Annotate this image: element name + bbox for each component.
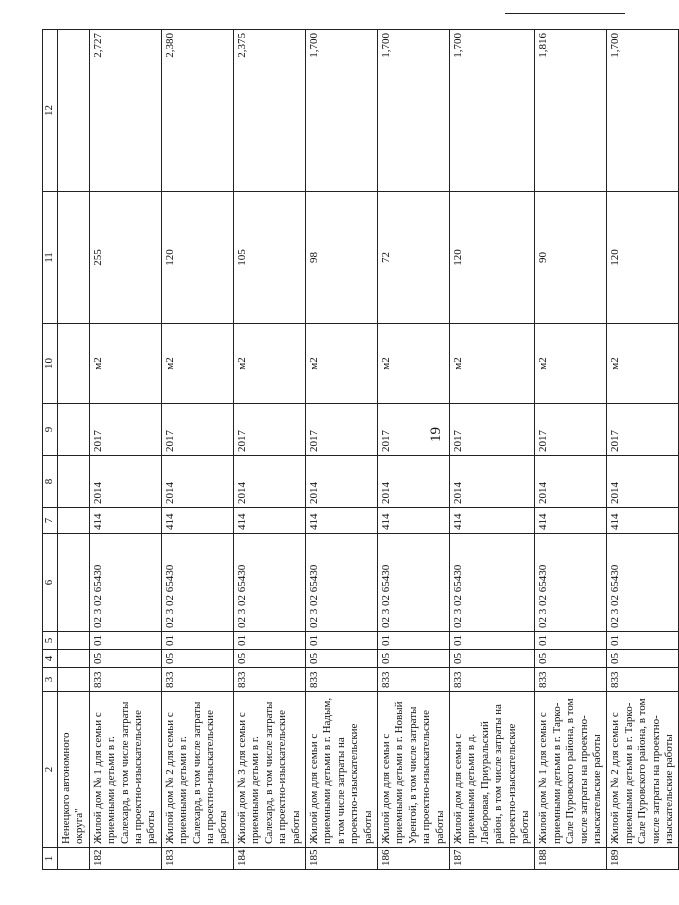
- code-section-cell: 05: [305, 650, 377, 668]
- capacity-cell: 90: [535, 192, 607, 324]
- end-year-cell: 2017: [89, 404, 161, 456]
- cost-cell: 1,700: [305, 30, 377, 192]
- column-header: 11: [43, 192, 58, 324]
- table-row: [305, 30, 377, 870]
- column-header: 8: [43, 456, 58, 508]
- continuation-empty-cell: [58, 534, 90, 632]
- code-section-cell: 05: [161, 650, 233, 668]
- object-name-cell: Жилой дом для семьи с приемными детьми в г. Надым, в том числе затраты на проектно-изыскательские работы: [305, 692, 377, 848]
- code-target-cell: 02 3 02 65430: [305, 534, 377, 632]
- code-subsection-cell: 01: [305, 632, 377, 650]
- column-header: 12: [43, 30, 58, 192]
- unit-cell: м2: [377, 324, 449, 404]
- code-grbs-cell: 833: [377, 668, 449, 692]
- table-row: [377, 30, 449, 870]
- table-row: [161, 30, 233, 870]
- code-grbs-cell: 833: [607, 668, 679, 692]
- column-header: 3: [43, 668, 58, 692]
- code-expense-cell: 414: [449, 508, 534, 534]
- code-section-cell: 05: [449, 650, 534, 668]
- code-subsection-cell: 01: [607, 632, 679, 650]
- code-subsection-cell: 01: [449, 632, 534, 650]
- continuation-empty-cell: [58, 324, 90, 404]
- code-expense-cell: 414: [161, 508, 233, 534]
- capacity-cell: 120: [607, 192, 679, 324]
- start-year-cell: 2014: [233, 456, 305, 508]
- table-row: [233, 30, 305, 870]
- row-number-cell: 186: [377, 848, 449, 870]
- unit-cell: м2: [449, 324, 534, 404]
- unit-cell: м2: [161, 324, 233, 404]
- column-header: 6: [43, 534, 58, 632]
- continuation-empty-cell: [58, 404, 90, 456]
- row-number-cell: 182: [89, 848, 161, 870]
- object-name-cell: Жилой дом № 2 для семьи с приемными детьми в г. Тарко-Сале Пуровского района, в том числе затраты на проектно-изыскательские работы: [607, 692, 679, 848]
- code-target-cell: 02 3 02 65430: [377, 534, 449, 632]
- capacity-cell: 255: [89, 192, 161, 324]
- code-grbs-cell: 833: [89, 668, 161, 692]
- continuation-empty-cell: [58, 508, 90, 534]
- continuation-empty-cell: [58, 848, 90, 870]
- code-expense-cell: 414: [607, 508, 679, 534]
- table-row: [535, 30, 607, 870]
- start-year-cell: 2014: [535, 456, 607, 508]
- page-number: 19: [428, 427, 444, 442]
- object-name-cell: Жилой дом № 2 для семьи с приемными детьми в г. Салехард, в том числе затраты на проектно-изыскательские работы: [161, 692, 233, 848]
- object-name-cell: Жилой дом для семьи с приемными детьми в д. Лаборовая, Приуральский район, в том числе затраты на проектно-изыскательские работы: [449, 692, 534, 848]
- start-year-cell: 2014: [161, 456, 233, 508]
- code-subsection-cell: 01: [377, 632, 449, 650]
- rotated-table-container: [42, 30, 676, 870]
- unit-cell: м2: [89, 324, 161, 404]
- unit-cell: м2: [535, 324, 607, 404]
- code-target-cell: 02 3 02 65430: [449, 534, 534, 632]
- continuation-empty-cell: [58, 632, 90, 650]
- object-name-cell: Жилой дом № 1 для семьи с приемными детьми в г. Салехард, в том числе затраты на проектно-изыскательские работы: [89, 692, 161, 848]
- start-year-cell: 2014: [89, 456, 161, 508]
- row-number-cell: 187: [449, 848, 534, 870]
- column-header: 7: [43, 508, 58, 534]
- end-year-cell: 2017: [377, 404, 449, 456]
- capacity-cell: 98: [305, 192, 377, 324]
- start-year-cell: 2014: [305, 456, 377, 508]
- object-name-cell: Жилой дом для семьи с приемными детьми в г. Новый Уренгой, в том числе затраты на проектно-изыскательские работы: [377, 692, 449, 848]
- code-grbs-cell: 833: [305, 668, 377, 692]
- capacity-cell: 72: [377, 192, 449, 324]
- object-name-cell: Жилой дом № 1 для семьи с приемными детьми в г. Тарко-Сале Пуровского района, в том числе затраты на проектно-изыскательские работы: [535, 692, 607, 848]
- code-grbs-cell: 833: [161, 668, 233, 692]
- code-expense-cell: 414: [535, 508, 607, 534]
- column-header: 2: [43, 692, 58, 848]
- table-row: [449, 30, 534, 870]
- code-subsection-cell: 01: [161, 632, 233, 650]
- header-row: [43, 30, 58, 870]
- code-section-cell: 05: [377, 650, 449, 668]
- capacity-cell: 105: [233, 192, 305, 324]
- continuation-empty-cell: [58, 668, 90, 692]
- code-section-cell: 05: [535, 650, 607, 668]
- code-target-cell: 02 3 02 65430: [233, 534, 305, 632]
- code-expense-cell: 414: [89, 508, 161, 534]
- budget-table: [42, 29, 679, 870]
- continuation-row: [58, 30, 90, 870]
- table-row: [607, 30, 679, 870]
- unit-cell: м2: [305, 324, 377, 404]
- end-year-cell: 2017: [233, 404, 305, 456]
- row-number-cell: 183: [161, 848, 233, 870]
- code-subsection-cell: 01: [89, 632, 161, 650]
- row-number-cell: 185: [305, 848, 377, 870]
- row-number-cell: 189: [607, 848, 679, 870]
- end-year-cell: 2017: [449, 404, 534, 456]
- code-expense-cell: 414: [377, 508, 449, 534]
- table-row: [89, 30, 161, 870]
- column-header: 1: [43, 848, 58, 870]
- cost-cell: 1,816: [535, 30, 607, 192]
- continuation-empty-cell: [58, 30, 90, 192]
- code-target-cell: 02 3 02 65430: [161, 534, 233, 632]
- cost-cell: 1,700: [449, 30, 534, 192]
- code-subsection-cell: 01: [535, 632, 607, 650]
- continuation-empty-cell: [58, 456, 90, 508]
- column-header: 5: [43, 632, 58, 650]
- code-grbs-cell: 833: [535, 668, 607, 692]
- continuation-cell: Ненецкого автономного округа": [58, 692, 90, 848]
- end-year-cell: 2017: [161, 404, 233, 456]
- unit-cell: м2: [607, 324, 679, 404]
- column-header: 9: [43, 404, 58, 456]
- code-expense-cell: 414: [305, 508, 377, 534]
- end-year-cell: 2017: [535, 404, 607, 456]
- object-name-cell: Жилой дом № 3 для семьи с приемными детьми в г. Салехард, в том числе затраты на проектно-изыскательские работы: [233, 692, 305, 848]
- cost-cell: 1,700: [607, 30, 679, 192]
- code-target-cell: 02 3 02 65430: [89, 534, 161, 632]
- unit-cell: м2: [233, 324, 305, 404]
- cost-cell: 2,727: [89, 30, 161, 192]
- capacity-cell: 120: [161, 192, 233, 324]
- start-year-cell: 2014: [607, 456, 679, 508]
- continuation-empty-cell: [58, 192, 90, 324]
- cost-cell: 1,700: [377, 30, 449, 192]
- start-year-cell: 2014: [449, 456, 534, 508]
- code-subsection-cell: 01: [233, 632, 305, 650]
- capacity-cell: 120: [449, 192, 534, 324]
- code-section-cell: 05: [607, 650, 679, 668]
- cost-cell: 2,375: [233, 30, 305, 192]
- column-header: 4: [43, 650, 58, 668]
- continuation-empty-cell: [58, 650, 90, 668]
- top-rule: [505, 13, 625, 14]
- start-year-cell: 2014: [377, 456, 449, 508]
- column-header: 10: [43, 324, 58, 404]
- code-expense-cell: 414: [233, 508, 305, 534]
- code-section-cell: 05: [233, 650, 305, 668]
- code-grbs-cell: 833: [449, 668, 534, 692]
- end-year-cell: 2017: [305, 404, 377, 456]
- row-number-cell: 188: [535, 848, 607, 870]
- code-grbs-cell: 833: [233, 668, 305, 692]
- row-number-cell: 184: [233, 848, 305, 870]
- code-target-cell: 02 3 02 65430: [535, 534, 607, 632]
- code-section-cell: 05: [89, 650, 161, 668]
- end-year-cell: 2017: [607, 404, 679, 456]
- code-target-cell: 02 3 02 65430: [607, 534, 679, 632]
- cost-cell: 2,380: [161, 30, 233, 192]
